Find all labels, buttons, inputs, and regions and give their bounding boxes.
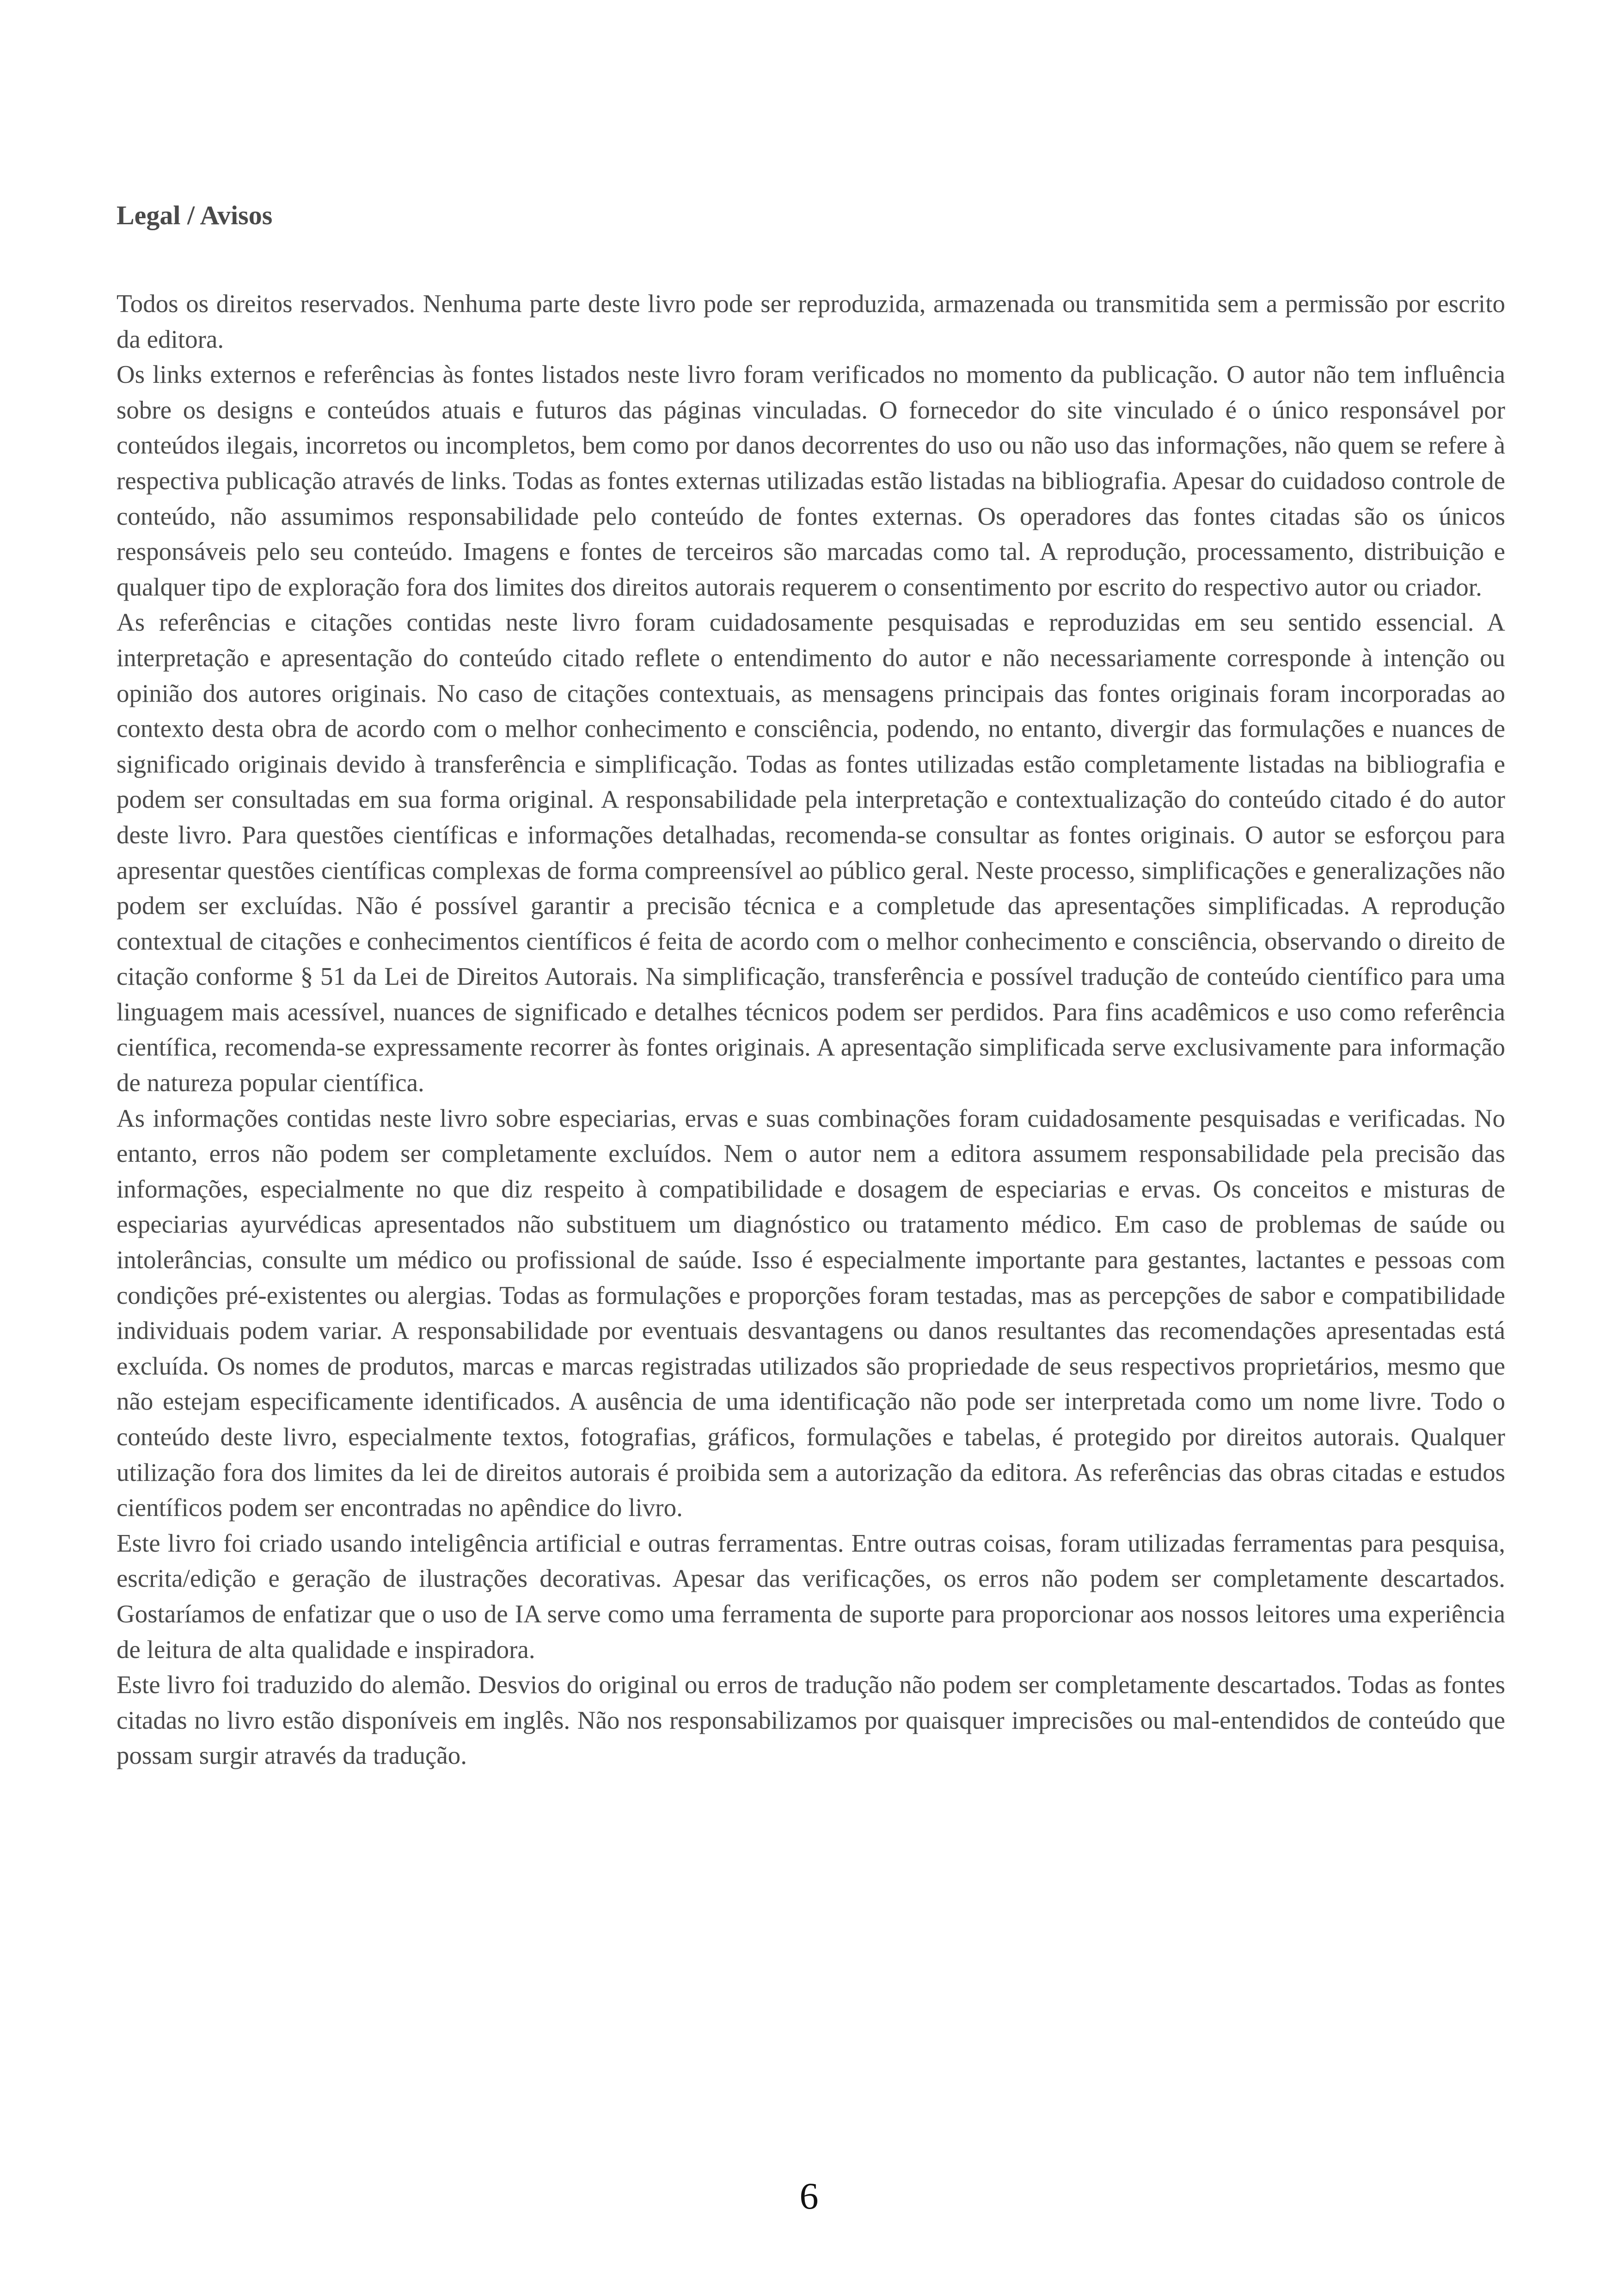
paragraph-rights-reserved: Todos os direitos reservados. Nenhuma parte deste livro pode ser reproduzida, armazenada ou transmitida sem a permissão por escrito da editora. [116, 289, 1505, 353]
document-content [116, 198, 1505, 1774]
paragraph-external-links: Os links externos e referências às fontes listados neste livro foram verificados no momento da publicação. O autor não tem influência sobre os designs e conteúdos atuais e futuros das páginas vinculadas. O fornecedor do site vinculado é o único responsável por conteúdos ilegais, incorretos ou incompletos, bem como por danos decorrentes do uso ou não uso das informações, não quem se refere à respectiva publicação através de links. Todas as fontes externas utilizadas estão listadas na bibliografia. Apesar do cuidadoso controle de conteúdo, não assumimos responsabilidade pelo conteúdo de fontes externas. Os operadores das fontes citadas são os únicos responsáveis pelo seu conteúdo. Imagens e fontes de terceiros são marcadas como tal. A reprodução, processamento, distribuição e qualquer tipo de exploração fora dos limites dos direitos autorais requerem o consentimento por escrito do respectivo autor ou criador. [116, 360, 1505, 601]
page-number: 6 [799, 2175, 819, 2217]
paragraph-ai-usage: Este livro foi criado usando inteligência artificial e outras ferramentas. Entre outras coisas, foram utilizadas ferramentas para pesquisa, escrita/edição e geração de ilustrações decorativas. Apesar das verificações, os erros não podem ser completamente descartados. Gostaríamos de enfatizar que o uso de IA serve como uma ferramenta de suporte para proporcionar aos nossos leitores uma experiência de leitura de alta qualidade e inspiradora. [116, 1529, 1505, 1664]
page-title: Legal / Avisos [116, 200, 273, 230]
paragraph-references-citations: As referências e citações contidas neste livro foram cuidadosamente pesquisadas e reproduzidas em seu sentido essencial. A interpretação e apresentação do conteúdo citado reflete o entendimento do autor e não necessariamente corresponde à intenção ou opinião dos autores originais. No caso de citações contextuais, as mensagens principais das fontes originais foram incorporadas ao contexto desta obra de acordo com o melhor conhecimento e consciência, podendo, no entanto, divergir das formulações e nuances de significado originais devido à transferência e simplificação. Todas as fontes utilizadas estão completamente listadas na bibliografia e podem ser consultadas em sua forma original. A responsabilidade pela interpretação e contextualização do conteúdo citado é do autor deste livro. Para questões científicas e informações detalhadas, recomenda-se consultar as fontes originais. O autor se esforçou para apresentar questões científicas complexas de forma compreensível ao público geral. Neste processo, simplificações e generalizações não podem ser excluídas. Não é possível garantir a precisão técnica e a completude das apresentações simplificadas. A reprodução contextual de citações e conhecimentos científicos é feita de acordo com o melhor conhecimento e consciência, observando o direito de citação conforme § 51 da Lei de Direitos Autorais. Na simplificação, transferência e possível tradução de conteúdo científico para uma linguagem mais acessível, nuances de significado e detalhes técnicos podem ser perdidos. Para fins acadêmicos e uso como referência científica, recomenda-se expressamente recorrer às fontes originais. A apresentação simplificada serve exclusivamente para informação de natureza popular científica. [116, 608, 1505, 1097]
paragraph-translation: Este livro foi traduzido do alemão. Desvios do original ou erros de tradução não podem ser completamente descartados. Todas as fontes citadas no livro estão disponíveis em inglês. Não nos responsabilizamos por quaisquer imprecisões ou mal-entendidos de conteúdo que possam surgir através da tradução. [116, 1670, 1505, 1770]
paragraph-spices-disclaimer: As informações contidas neste livro sobre especiarias, ervas e suas combinações foram cuidadosamente pesquisadas e verificadas. No entanto, erros não podem ser completamente excluídos. Nem o autor nem a editora assumem responsabilidade pela precisão das informações, especialmente no que diz respeito à compatibilidade e dosagem de especiarias e ervas. Os conceitos e misturas de especiarias ayurvédicas apresentados não substituem um diagnóstico ou tratamento médico. Em caso de problemas de saúde ou intolerâncias, consulte um médico ou profissional de saúde. Isso é especialmente importante para gestantes, lactantes e pessoas com condições pré-existentes ou alergias. Todas as formulações e proporções foram testadas, mas as percepções de sabor e compatibilidade individuais podem variar. A responsabilidade por eventuais desvantagens ou danos resultantes das recomendações apresentadas está excluída. Os nomes de produtos, marcas e marcas registradas utilizados são propriedade de seus respectivos proprietários, mesmo que não estejam especificamente identificados. A ausência de uma identificação não pode ser interpretada como um nome livre. Todo o conteúdo deste livro, especialmente textos, fotografias, gráficos, formulações e tabelas, é protegido por direitos autorais. Qualquer utilização fora dos limites da lei de direitos autorais é proibida sem a autorização da editora. As referências das obras citadas e estudos científicos podem ser encontradas no apêndice do livro. [116, 1104, 1505, 1522]
